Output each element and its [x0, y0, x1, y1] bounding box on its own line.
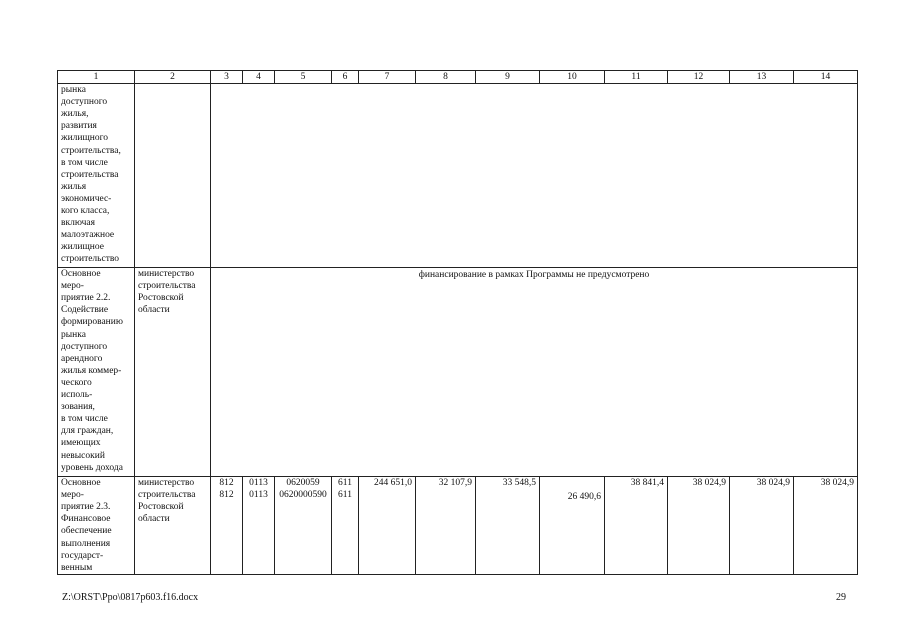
- grbs-code: 812: [219, 490, 234, 501]
- row-c-year-value: 32 107,9: [416, 477, 476, 575]
- col-header-9: 9: [476, 71, 540, 84]
- col-header-5: 5: [275, 71, 332, 84]
- row-c-section: [243, 477, 275, 575]
- target-article-code: 0620000590: [279, 490, 327, 501]
- expense-type-code: 611: [338, 490, 352, 501]
- row-c-year-value: 38 024,9: [730, 477, 794, 575]
- grbs-code: 812: [219, 478, 234, 489]
- row-a-empty: [211, 84, 858, 268]
- row-c-executor: министерство строительства Ростовской области: [135, 477, 211, 575]
- row-c-grbs: [211, 477, 243, 575]
- col-header-1: 1: [58, 71, 135, 84]
- col-header-10: 10: [540, 71, 605, 84]
- row-c-year-value: 38 024,9: [668, 477, 730, 575]
- row-b-financing-note: финансирование в рамках Программы не предусмотрено: [211, 268, 858, 477]
- section-code: 0113: [249, 490, 268, 501]
- column-number-row: [58, 71, 858, 84]
- row-b-description: Основное меро- приятие 2.2. Содействие формированию рынка доступного арендного жилья коммер- ческого исполь- зования, в том числе для граждан, имеющих невысокий уровень дохода: [58, 268, 135, 477]
- target-article-code: 0620059: [286, 478, 320, 489]
- row-a-description: рынка доступного жилья, развития жилищного строительства, в том числе строительства жилья экономичес- кого класса, включая малоэтажное жилищное строительство: [58, 84, 135, 268]
- row-c-description: Основное меро- приятие 2.3. Финансовое обеспечение выполнения государст- венным: [58, 477, 135, 575]
- col-header-14: 14: [794, 71, 858, 84]
- col-header-2: 2: [135, 71, 211, 84]
- col-header-3: 3: [211, 71, 243, 84]
- row-a-executor: [135, 84, 211, 268]
- col-header-6: 6: [332, 71, 359, 84]
- col-header-12: 12: [668, 71, 730, 84]
- budget-table: [57, 70, 858, 575]
- row-c-target-article: [275, 477, 332, 575]
- row-b-executor: министерство строительства Ростовской области: [135, 268, 211, 477]
- table-row: [58, 477, 858, 575]
- row-c-year-value: 38 841,4: [605, 477, 668, 575]
- page-number: 29: [836, 592, 846, 603]
- table-row: [58, 268, 858, 477]
- row-c-year-value: 38 024,9: [794, 477, 858, 575]
- row-c-year-value: 26 490,6: [540, 477, 605, 575]
- expense-type-code: 611: [338, 478, 352, 489]
- col-header-4: 4: [243, 71, 275, 84]
- document-file-path: Z:\ORST\Ppo\0817p603.f16.docx: [62, 592, 199, 603]
- col-header-8: 8: [416, 71, 476, 84]
- table-row: [58, 84, 858, 268]
- row-c-total: 244 651,0: [359, 477, 416, 575]
- col-header-11: 11: [605, 71, 668, 84]
- row-c-year-value: 33 548,5: [476, 477, 540, 575]
- row-c-expense-type: [332, 477, 359, 575]
- section-code: 0113: [249, 478, 268, 489]
- col-header-13: 13: [730, 71, 794, 84]
- col-header-7: 7: [359, 71, 416, 84]
